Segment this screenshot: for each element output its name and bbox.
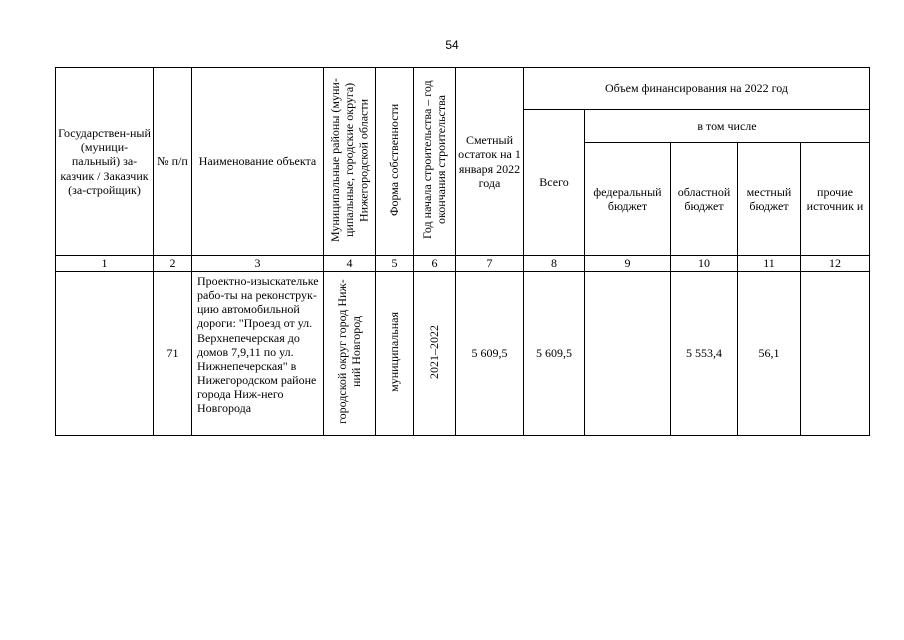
header-name: Наименование объекта <box>192 68 324 256</box>
header-including: в том числе <box>585 110 870 143</box>
cell-object-name: Проектно-изыскательке рабо-ты на реконструк-цию автомобильной дороги: "Проезд от ул. Верхнепечерская до домов 7,9,11 по ул. Нижнепечерская" в Нижегородском районе города Ниж-него Новгорода <box>192 272 324 436</box>
header-districts-text: Муниципальные районы (муни-ципальные, городские округа) Нижегородской области <box>328 78 371 242</box>
header-customer: Государствен-ный (муници-пальный) за-казчик / Заказчик (за-стройщик) <box>56 68 154 256</box>
cell-years <box>414 272 456 436</box>
col-num-4: 4 <box>324 256 376 272</box>
header-districts <box>324 68 376 256</box>
header-years-text: Год начала строительства – год окончания строительства <box>420 80 449 240</box>
cell-federal <box>585 272 671 436</box>
col-num-7: 7 <box>456 256 524 272</box>
col-num-3: 3 <box>192 256 324 272</box>
col-num-11: 11 <box>738 256 801 272</box>
col-num-6: 6 <box>414 256 456 272</box>
cell-other <box>801 272 870 436</box>
cell-customer <box>56 272 154 436</box>
header-total: Всего <box>524 110 585 256</box>
page-number: 54 <box>445 38 459 52</box>
col-num-2: 2 <box>154 256 192 272</box>
header-federal: федеральный бюджет <box>585 143 671 256</box>
header-regional: областной бюджет <box>671 143 738 256</box>
cell-district <box>324 272 376 436</box>
header-local: местный бюджет <box>738 143 801 256</box>
cell-years-text: 2021–2022 <box>427 324 442 379</box>
cell-balance: 5 609,5 <box>456 272 524 436</box>
header-funding: Объем финансирования на 2022 год <box>524 68 870 110</box>
col-num-12: 12 <box>801 256 870 272</box>
header-other: прочие источник и <box>801 143 870 256</box>
col-num-10: 10 <box>671 256 738 272</box>
financing-table <box>55 67 870 436</box>
cell-local: 56,1 <box>738 272 801 436</box>
cell-regional: 5 553,4 <box>671 272 738 436</box>
cell-ownership <box>376 272 414 436</box>
header-num: № п/п <box>154 68 192 256</box>
cell-num: 71 <box>154 272 192 436</box>
header-ownership <box>376 68 414 256</box>
cell-district-text: городской округ город Ниж-ний Новгород <box>335 279 364 425</box>
col-num-9: 9 <box>585 256 671 272</box>
table-row <box>56 272 870 436</box>
cell-total: 5 609,5 <box>524 272 585 436</box>
col-num-5: 5 <box>376 256 414 272</box>
col-num-1: 1 <box>56 256 154 272</box>
header-ownership-text: Форма собственности <box>387 103 402 217</box>
header-balance: Сметный остаток на 1 января 2022 года <box>456 68 524 256</box>
header-years <box>414 68 456 256</box>
col-num-8: 8 <box>524 256 585 272</box>
cell-ownership-text: муниципальная <box>387 311 402 392</box>
